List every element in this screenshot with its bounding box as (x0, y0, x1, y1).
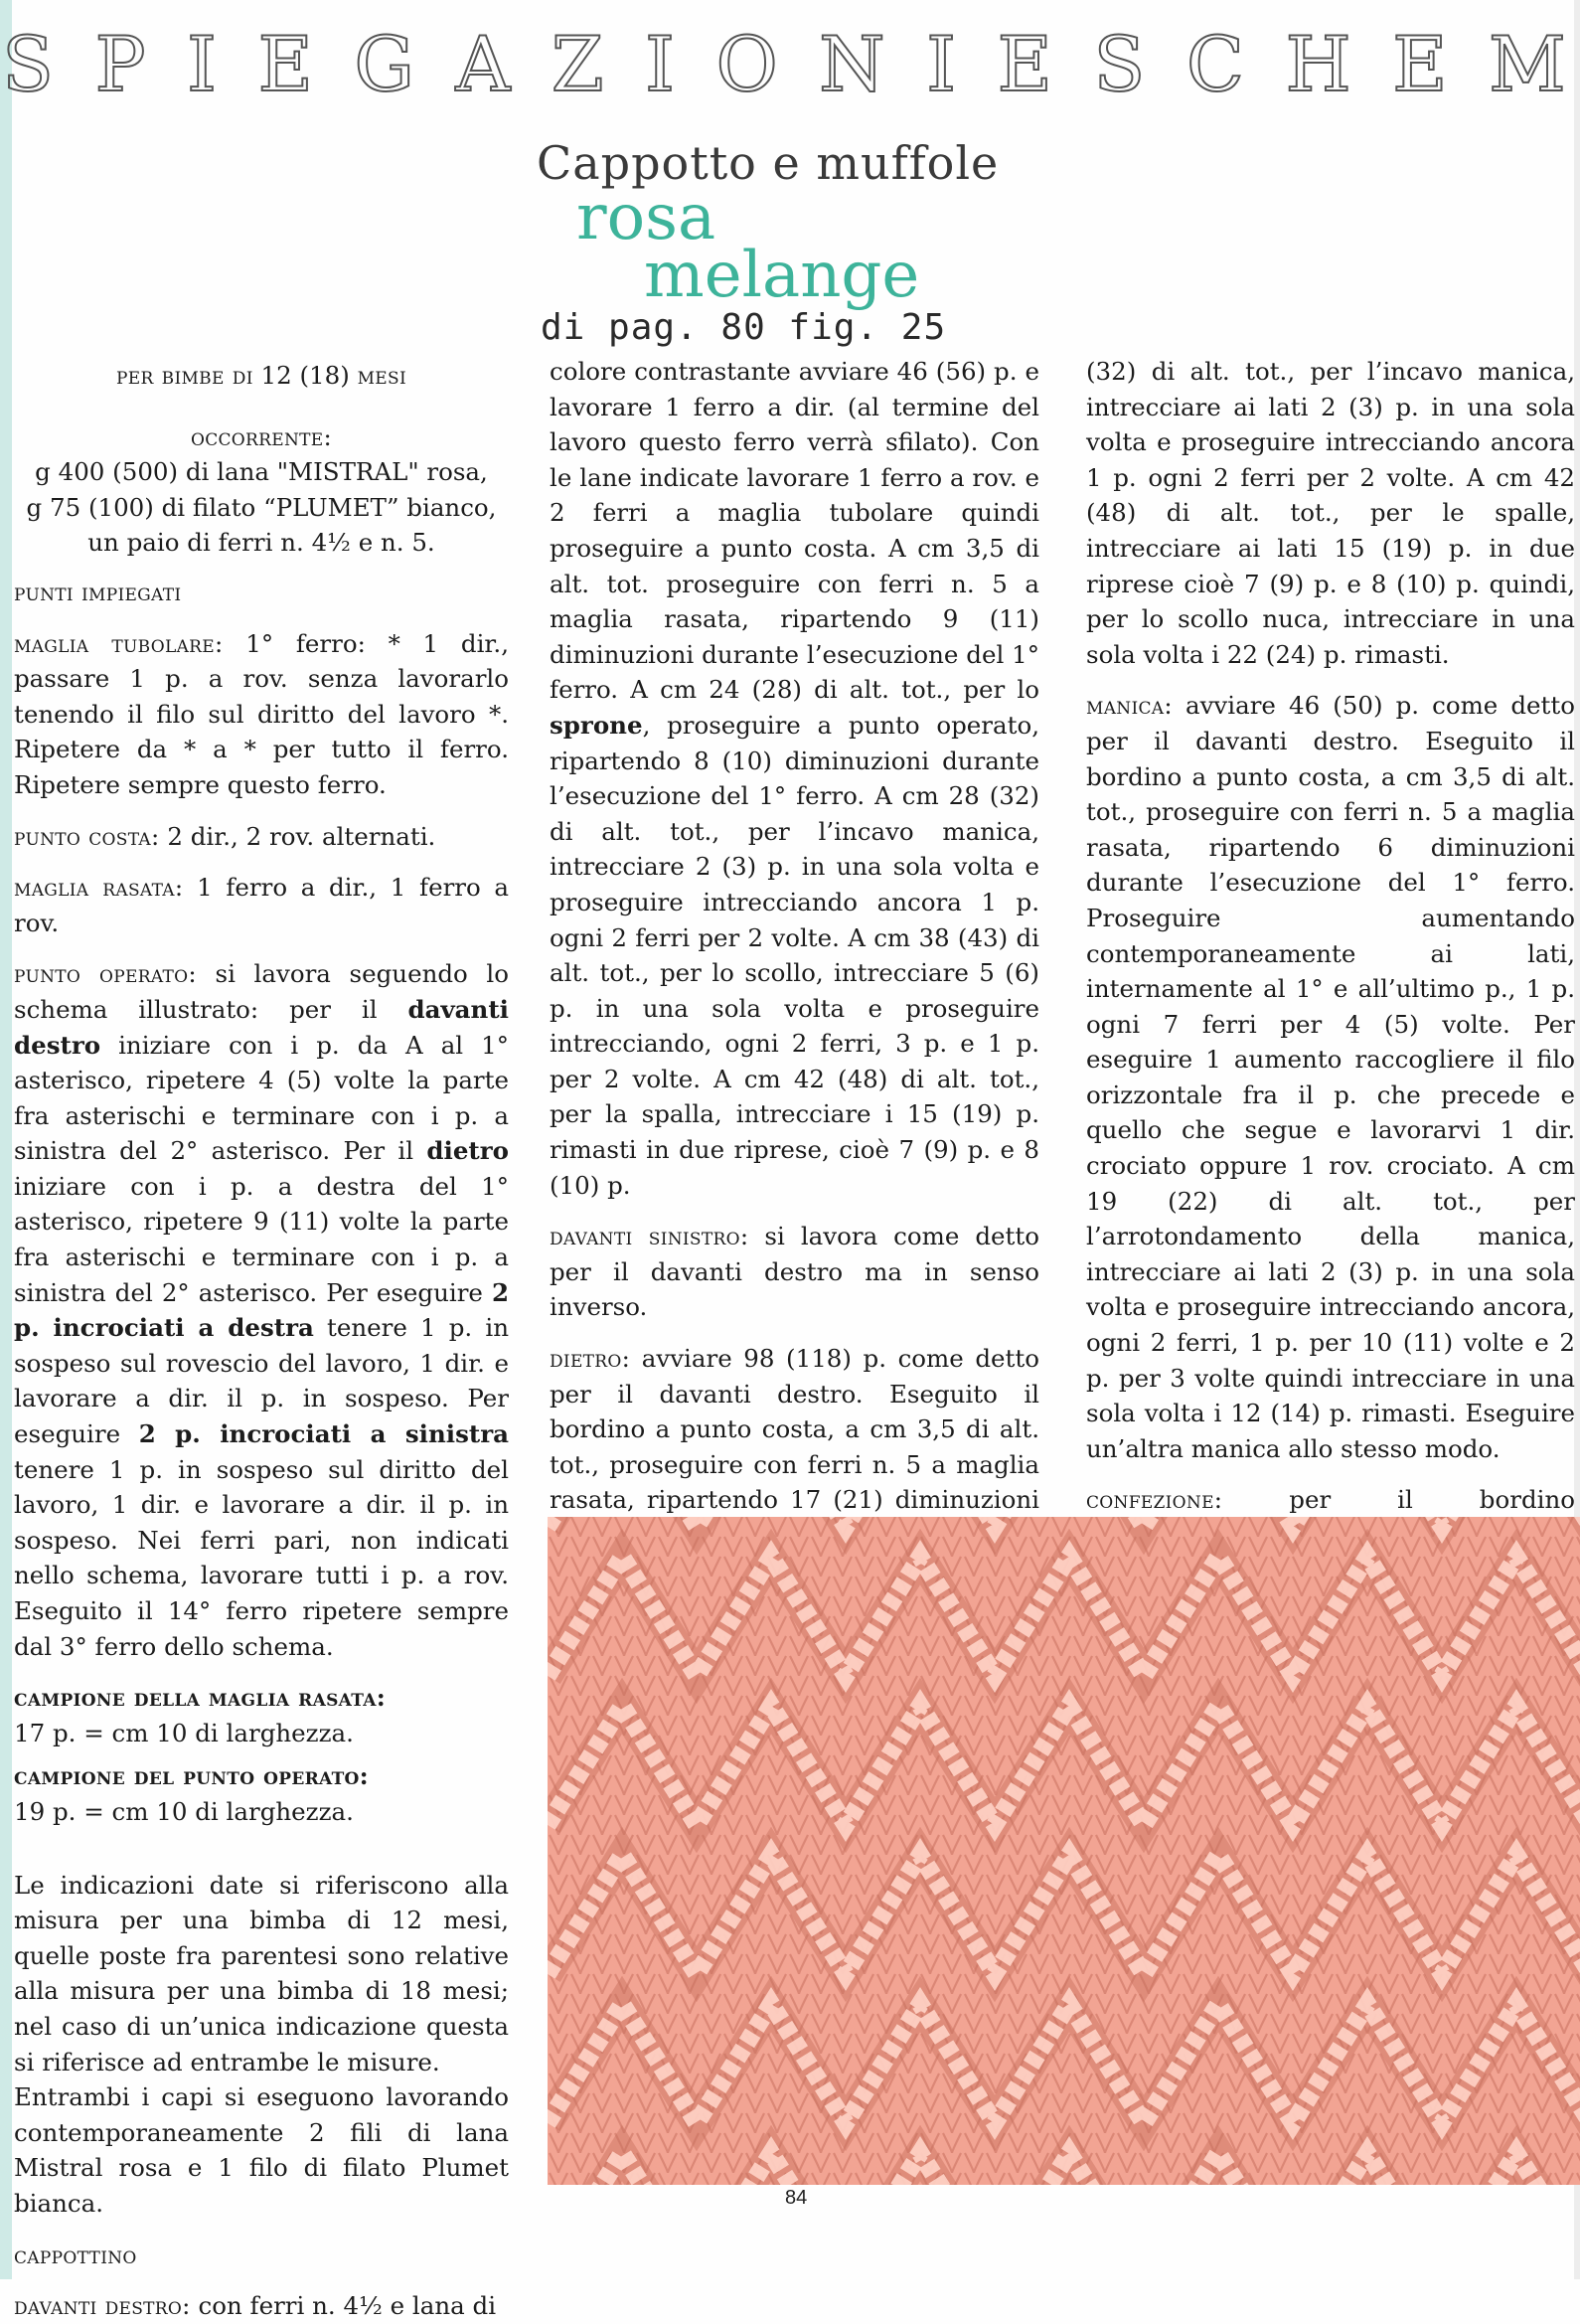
occorrente-line-2: g 75 (100) di filato “PLUMET” bianco, (26, 492, 497, 522)
knitted-swatch-image (548, 1517, 1580, 2185)
maglia-rasata-paragraph (14, 870, 509, 940)
confezione-label: confezione: (1086, 1485, 1223, 1515)
header-letter: E (997, 20, 1052, 108)
header-letter: C (1185, 20, 1245, 108)
header-letter: P (94, 20, 146, 108)
header-letter: O (715, 20, 778, 108)
size-line (14, 358, 509, 394)
header-letter: I (926, 20, 957, 108)
text-run: iniziare con i p. a destra del 1° asterisco, ripetere 9 (11) volte la parte fra asterischi e terminare con i p. a sinistra del 2° asterisco. Per eseguire (14, 1171, 509, 1307)
confezione-text: per il bordino (1289, 1485, 1575, 1515)
campione-operato-heading: campione del punto operato: (14, 1761, 369, 1791)
text-run: tenere 1 p. in sospeso sul diritto del lavoro, 1 dir. e lavorare a dir. il p. in sospeso. Nei ferri pari, non indicati nello schema, lavorare tutti i p. a rov. Eseguito il 14° ferro ripetere sempre dal 3° ferro dello schema. (14, 1454, 509, 1661)
maglia-tubolare-label: maglia tubolare: (14, 628, 224, 658)
davanti-destro-label: davanti destro: (14, 2291, 191, 2321)
text-run: tenere 1 p. in sospeso sul rovescio del lavoro, 1 dir. e lavorare a dir. il p. in sospeso. Per eseguire (14, 1313, 509, 1449)
occorrente-heading: occorrente: (190, 421, 333, 451)
header-letter: A (455, 20, 511, 108)
punto-operato-label: punto operato: (14, 959, 197, 989)
maglia-tubolare-text: 1° ferro: * 1 dir., passare 1 p. a rov. senza lavorarlo tenendo il filo sul diritto del lavoro *. Ripetere da * a * per tutto il ferro. Ripetere sempre questo ferro. (14, 628, 509, 799)
column-3 (1086, 354, 1575, 1695)
size-label: per bimbe di (116, 361, 253, 390)
manica-label: manica: (1086, 691, 1173, 721)
occorrente-line-1: g 400 (500) di lana "MISTRAL" rosa, (35, 457, 488, 487)
bold-run: sprone (550, 710, 643, 740)
header-letter: N (819, 20, 885, 108)
punto-costa-paragraph (14, 819, 509, 855)
punti-heading: punti impiegati (14, 577, 182, 606)
maglia-rasata-text: 1 ferro a dir., 1 ferro a rov. (14, 873, 510, 937)
manica-paragraph (1086, 688, 1575, 1466)
header-letter: E (1392, 20, 1448, 108)
punto-costa-text: 2 dir., 2 rov. alternati. (159, 821, 436, 851)
header-letter: E (257, 20, 313, 108)
size-value: 12 (18) (260, 361, 350, 390)
text-run: si lavora seguendo lo schema illustrato: per il (14, 959, 509, 1024)
campione-operato-text: 19 p. = cm 10 di larghezza. (14, 1796, 354, 1826)
text-run: colore contrastante avviare 46 (56) p. e lavorare 1 ferro a dir. (al termine del lavoro questo ferro verrà sfilato). Con le lane indicate lavorare 1 ferro a rov. e 2 ferri a maglia tubolare quindi proseguire a punto costa. A cm 3,5 di alt. tot. proseguire con ferri n. 5 a maglia rasata, ripartendo 9 (11) diminuzioni durante l’esecuzione del 1° ferro. A cm 24 (28) di alt. tot., per lo (550, 357, 1039, 705)
header-letter: I (187, 20, 218, 108)
header-letter: G (354, 20, 415, 108)
occorrente-line-3: un paio di ferri n. 4½ e n. 5. (87, 528, 435, 558)
header-letter: M (1489, 20, 1566, 108)
header-letter: I (645, 20, 676, 108)
davanti-destro-text: con ferri n. 4½ e lana di (190, 2291, 497, 2321)
page-edge-strip (0, 0, 12, 2279)
punto-costa-label: punto costa: (14, 821, 160, 851)
cappottino-heading: cappottino (14, 2240, 137, 2269)
bold-run: dietro (426, 1136, 509, 1166)
davanti-destro-continued (550, 354, 1039, 1203)
column-1 (14, 358, 509, 2324)
maglia-tubolare-paragraph (14, 626, 509, 803)
punto-operato-paragraph (14, 956, 509, 1664)
bold-run: 2 p. incrociati a sinistra (138, 1419, 509, 1449)
campione-rasata-text: 17 p. = cm 10 di larghezza. (14, 1718, 354, 1747)
article-title (537, 137, 1093, 350)
text-run: avviare 98 (118) p. come detto per il davanti destro. Eseguito il bordino a punto costa, a cm 3,5 di alt. tot., proseguire con ferri n. 5 a maglia rasata, ripartendo 17 (21) diminuzioni (550, 1344, 1039, 1515)
header-letter: S (1093, 20, 1146, 108)
bold-run: davanti destro (14, 994, 509, 1060)
title-line-3: melange (644, 239, 920, 312)
size-unit: mesi (357, 361, 406, 390)
page-number: 84 (785, 2187, 808, 2209)
maglia-rasata-label: maglia rasata: (14, 873, 184, 903)
header-letter: S (2, 20, 55, 108)
davanti-sinistro-paragraph (550, 1219, 1039, 1325)
campione-rasata-heading: campione della maglia rasata: (14, 1683, 387, 1713)
text-run: , proseguire a punto operato, ripartendo 8 (10) diminuzioni durante l’esecuzione del 1° ferro. A cm 28 (32) di alt. tot., per l’incavo manica, intrecciare 2 (3) p. in una sola volta e proseguire intrecciando ancora 1 p. ogni 2 ferri per 2 volte. A cm 38 (43) di alt. tot., per lo scollo, intrecciare 5 (6) p. in una sola volta e proseguire intrecciando, ogni 2 ferri, 3 p. e 1 p. per 2 volte. A cm 42 (48) di alt. tot., per la spalla, intrecciare i 15 (19) p. rimasti in due riprese, cioè 7 (9) p. e 8 (10) p. (550, 710, 1039, 1200)
indicazioni-paragraph: Le indicazioni date si riferiscono alla misura per una bimba di 12 mesi, quelle poste fra parentesi sono relative alla misura per una bimba di 18 mesi; nel caso di un’unica indicazione questa si riferisce ad entrambe le misure. (14, 1870, 509, 2076)
entrambi-paragraph: Entrambi i capi si eseguono lavorando contemporaneamente 2 fili di lana Mistral rosa e 1 filo di filato Plumet bianca. (14, 2082, 509, 2218)
bold-run: 2 p. incrociati a destra (14, 1277, 509, 1343)
header-letter: Z (551, 20, 604, 108)
manica-text: avviare 46 (50) p. come detto per il davanti destro. Eseguito il bordino a punto costa, a cm 3,5 di alt. tot., proseguire con ferri n. 5 a maglia rasata, ripartendo 6 diminuzioni durante l’esecuzione del 1° ferro. Proseguire aumentando contemporaneamente ai lati, internamente al 1° e all’ultimo p., 1 p. ogni 7 ferri per 4 (5) volte. Per eseguire 1 aumento raccogliere il filo orizzontale fra il p. che precede e quello che segue e lavorarvi 1 dir. crociato oppure 1 rov. crociato. A cm 19 (22) di alt. tot., per l’arrotondamento della manica, intrecciare ai lati 2 (3) p. in una sola volta e proseguire intrecciando ancora, ogni 2 ferri, 1 p. per 10 (11) volte e 2 p. per 3 volte quindi intrecciare in una sola volta i 12 (14) p. rimasti. Eseguire un’altra manica allo stesso modo. (1086, 691, 1575, 1463)
section-header (0, 22, 1580, 107)
davanti-sinistro-label: davanti sinistro: (550, 1222, 749, 1251)
dietro-label: dietro: (550, 1344, 631, 1374)
knitted-swatch-photo (548, 1517, 1580, 2185)
title-line-2: rosa (576, 181, 716, 254)
text-run: iniziare con i p. da A al 1° asterisco, ripetere 4 (5) volte la parte fra asterischi e terminare con i p. a sinistra del 2° asterisco. Per il (14, 1030, 509, 1166)
column-2 (550, 354, 1039, 1695)
header-letter: H (1285, 20, 1351, 108)
title-page-reference: di pag. 80 fig. 25 (541, 307, 947, 348)
davanti-sinistro-text: si lavora come detto per il davanti destro ma in senso inverso. (550, 1222, 1039, 1322)
title-line-1: Cappotto e muffole (537, 136, 1000, 190)
davanti-destro-paragraph (14, 2288, 509, 2324)
dietro-continued: (32) di alt. tot., per l’incavo manica, intrecciare ai lati 2 (3) p. in una sola volta e proseguire intrecciando ancora 1 p. ogni 2 ferri per 2 volte. A cm 42 (48) di alt. tot., per le spalle, intrecciare ai lati 15 (19) p. in due riprese cioè 7 (9) p. e 8 (10) p. quindi, per lo scollo nuca, intrecciare in una sola volta i 22 (24) p. rimasti. (1086, 357, 1575, 669)
